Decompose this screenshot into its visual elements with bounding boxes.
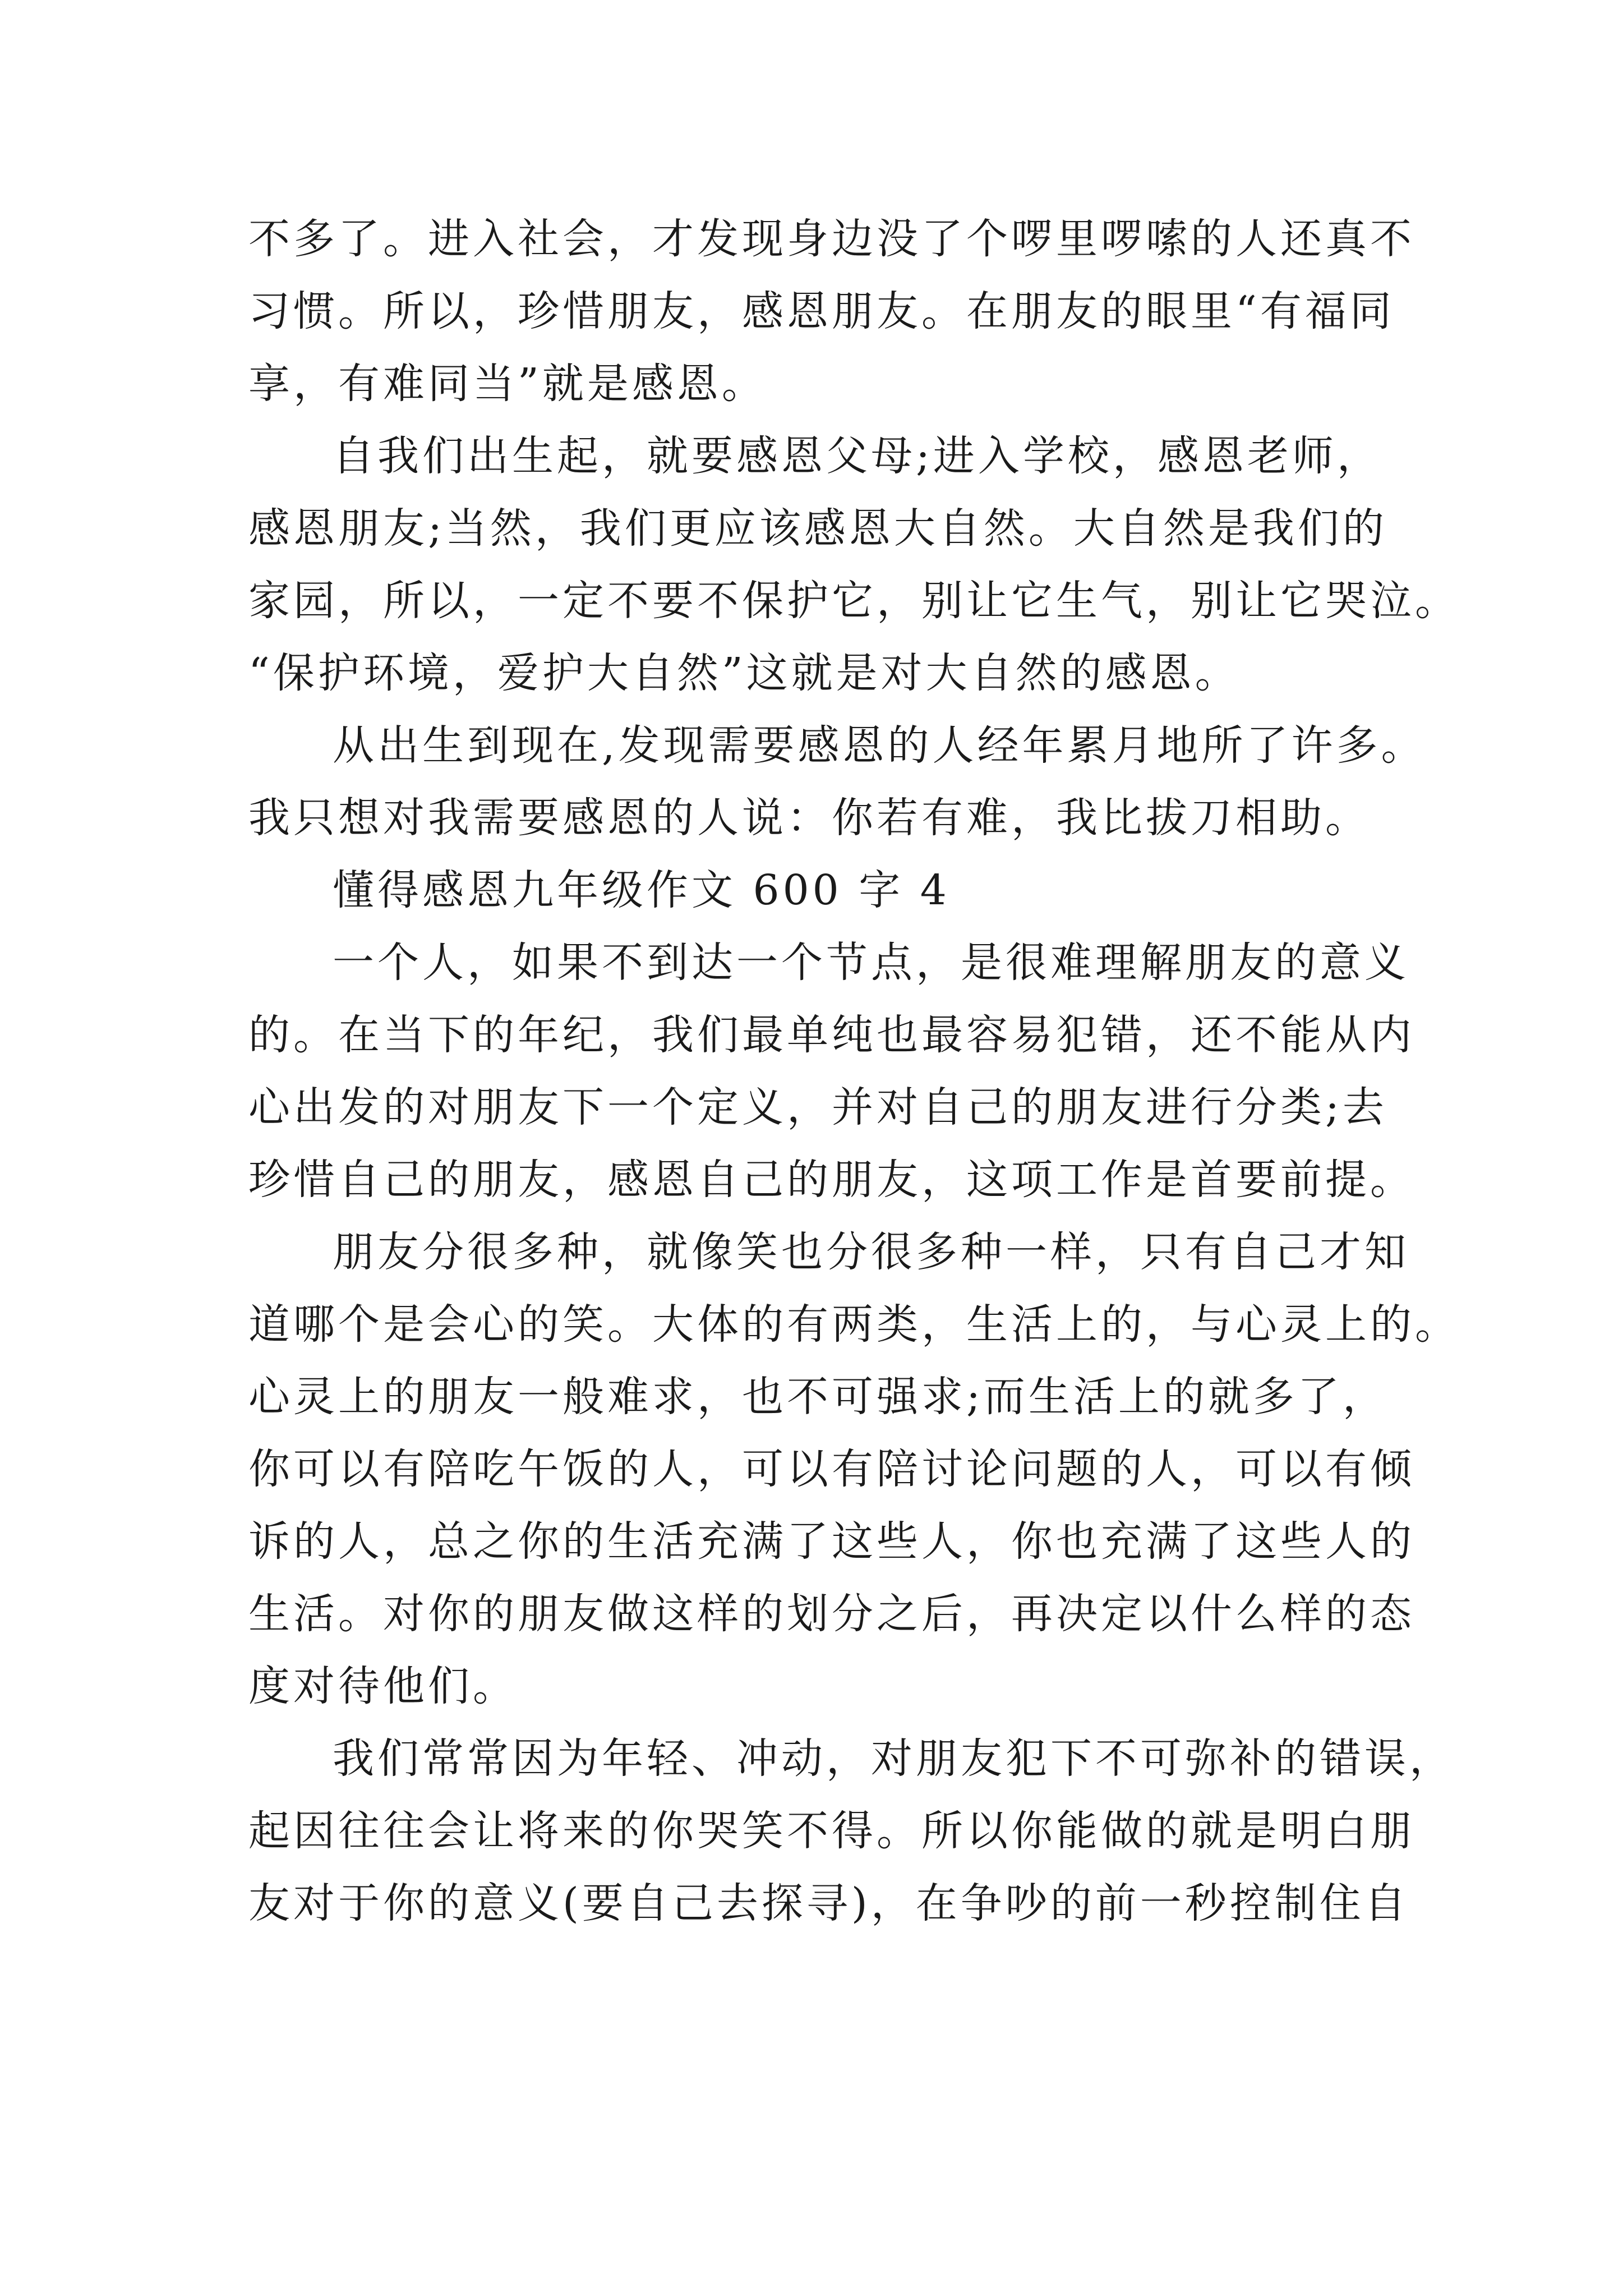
text-line: 不多了。进入社会，才发现身边没了个啰里啰嗦的人还真不 [248, 215, 1415, 263]
text-line: 道哪个是会心的笑。大体的有两类，生活上的，与心灵上的。 [248, 1300, 1460, 1349]
text-line: 一个人，如果不到达一个节点，是很难理解朋友的意义 [333, 938, 1409, 987]
text-line: 自我们出生起，就要感恩父母;进入学校，感恩老师， [333, 432, 1382, 480]
text-line: 我只想对我需要感恩的人说：你若有难，我比拔刀相助。 [248, 794, 1370, 842]
text-line: 心灵上的朋友一般难求，也不可强求;而生活上的就多了， [248, 1373, 1387, 1421]
text-line: 心出发的对朋友下一个定义，并对自己的朋友进行分类;去 [248, 1083, 1387, 1131]
text-line: 我们常常因为年轻、冲动，对朋友犯下不可弥补的错误， [333, 1734, 1454, 1783]
text-line: 你可以有陪吃午饭的人，可以有陪讨论问题的人，可以有倾 [248, 1445, 1415, 1493]
text-line: 家园，所以，一定不要不保护它，别让它生气，别让它哭泣。 [248, 577, 1460, 625]
text-line: 友对于你的意义(要自己去探寻)，在争吵的前一秒控制住自 [248, 1879, 1409, 1927]
text-line: 生活。对你的朋友做这样的划分之后，再决定以什么样的态 [248, 1590, 1415, 1638]
text-line: 感恩朋友;当然，我们更应该感恩大自然。大自然是我们的 [248, 504, 1387, 553]
text-line: “保护环境，爱护大自然”这就是对大自然的感恩。 [248, 649, 1240, 697]
text-line: 度对待他们。 [248, 1662, 518, 1710]
text-line: 朋友分很多种，就像笑也分很多种一样，只有自己才知 [333, 1228, 1409, 1276]
text-line: 珍惜自己的朋友，感恩自己的朋友，这项工作是首要前提。 [248, 1156, 1415, 1204]
text-line: 懂得感恩九年级作文 600 字 4 [333, 866, 950, 914]
text-line: 诉的人，总之你的生活充满了这些人，你也充满了这些人的 [248, 1517, 1415, 1566]
text-line: 的。在当下的年纪，我们最单纯也最容易犯错，还不能从内 [248, 1011, 1415, 1059]
document-body [248, 203, 1460, 1940]
text-line: 从出生到现在,发现需要感恩的人经年累月地所了许多。 [333, 721, 1426, 770]
text-line: 起因往往会让将来的你哭笑不得。所以你能做的就是明白朋 [248, 1807, 1415, 1855]
text-line: 享，有难同当”就是感恩。 [248, 360, 767, 408]
text-line: 习惯。所以，珍惜朋友，感恩朋友。在朋友的眼里“有福同 [248, 287, 1395, 335]
